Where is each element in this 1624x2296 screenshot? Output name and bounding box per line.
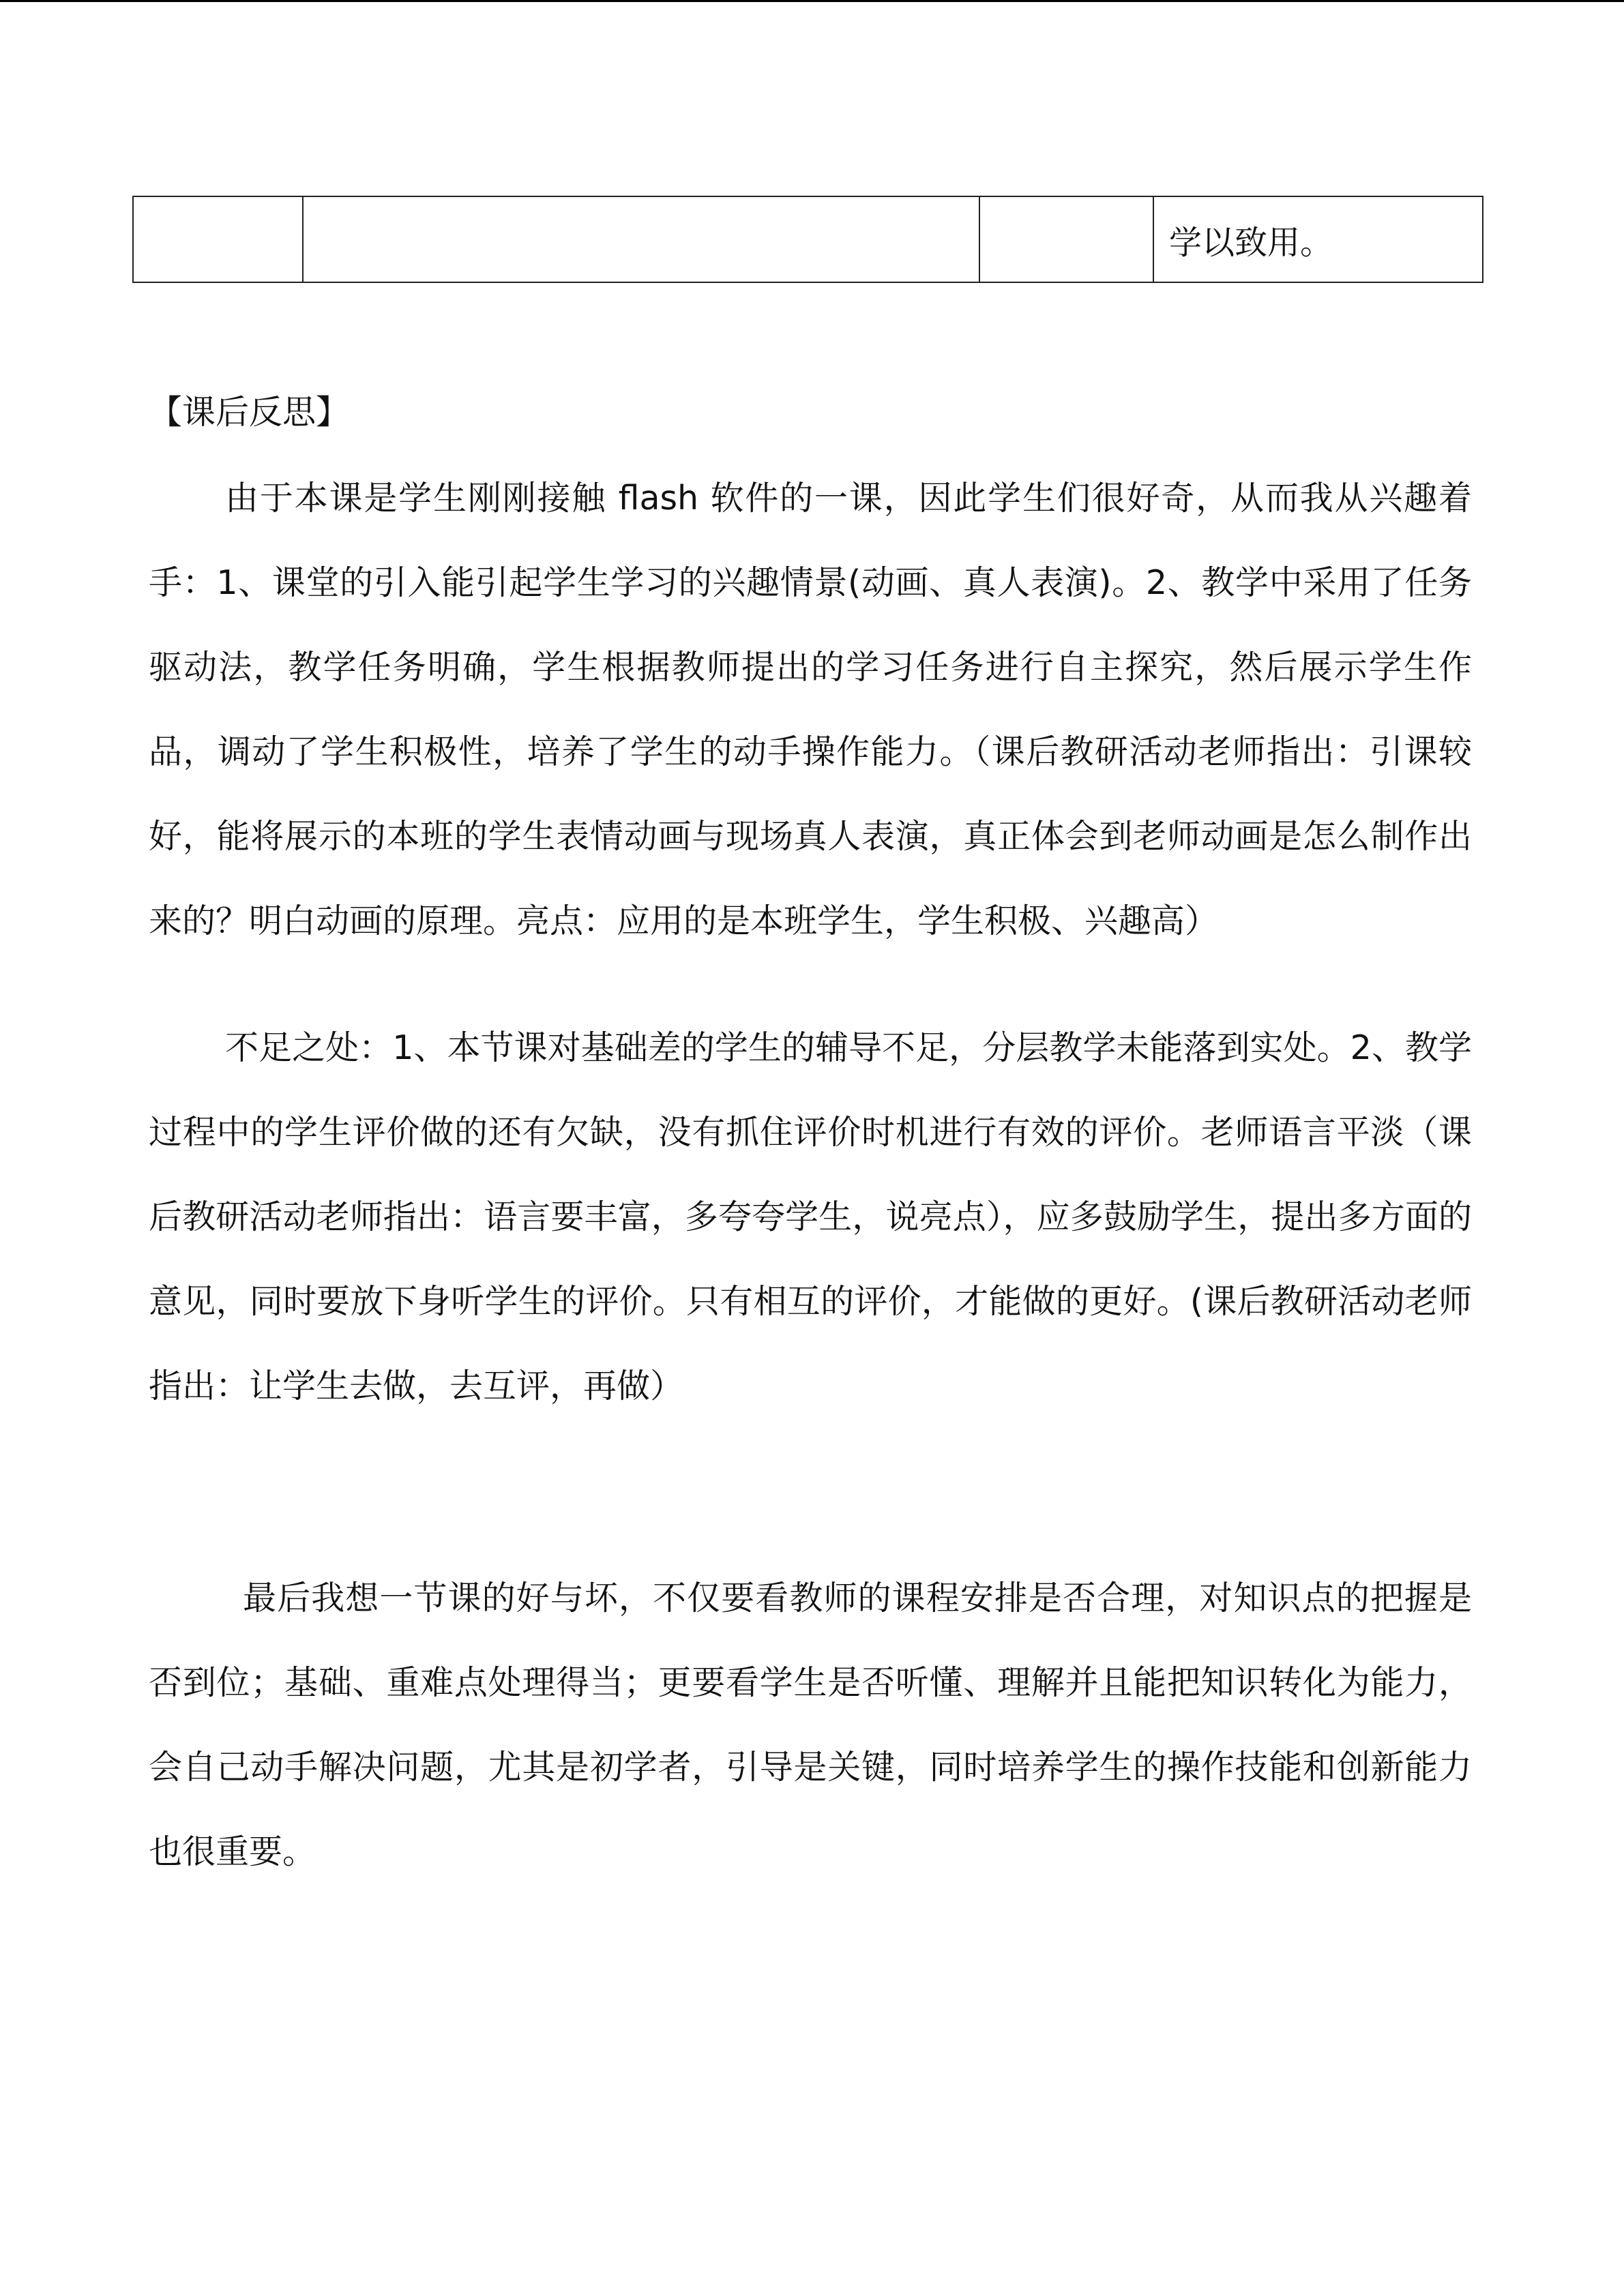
table-cell-activity [979, 196, 1153, 282]
reflection-heading: 【课后反思】 [149, 393, 350, 432]
table-cell-intent: 学以致用。 [1153, 196, 1483, 282]
reflection-paragraph-1: 由于本课是学生刚刚接触 flash 软件的一课，因此学生们很好奇，从而我从兴趣着手：1、课堂的引入能引起学生学习的兴趣情景(动画、真人表演)。2、教学中采用了任务驱动法，教学任务明确，学生根据教师提出的学习任务进行自主探究，然后展示学生作品，调动了学生积极性，培养了学生的动手操作能力。（课后教研活动老师指出：引课较好，能将展示的本班的学生表情动画与现场真人表演，真正体会到老师动画是怎么制作出来的？明白动画的原理。亮点：应用的是本班学生，学生积极、兴趣高） [149, 479, 1472, 940]
lesson-plan-table [132, 196, 1483, 283]
table-row [133, 196, 1483, 282]
reflection-paragraph-3: 最后我想一节课的好与坏，不仅要看教师的课程安排是否合理，对知识点的把握是否到位；基础、重难点处理得当；更要看学生是否听懂、理解并且能把知识转化为能力，会自己动手解决问题，尤其是初学者，引导是关键，同时培养学生的操作技能和创新能力也很重要。 [149, 1579, 1472, 1871]
reflection-paragraph-2: 不足之处：1、本节课对基础差的学生的辅导不足，分层教学未能落到实处。2、教学过程中的学生评价做的还有欠缺，没有抓住评价时机进行有效的评价。老师语言平淡（课后教研活动老师指出：语言要丰富，多夸夸学生，说亮点），应多鼓励学生，提出多方面的意见，同时要放下身听学生的评价。只有相互的评价，才能做的更好。(课后教研活动老师指出：让学生去做，去互评，再做） [149, 1028, 1472, 1405]
table-cell-stage [133, 196, 303, 282]
page-top-border [0, 0, 1624, 2]
table-cell-content [303, 196, 979, 282]
